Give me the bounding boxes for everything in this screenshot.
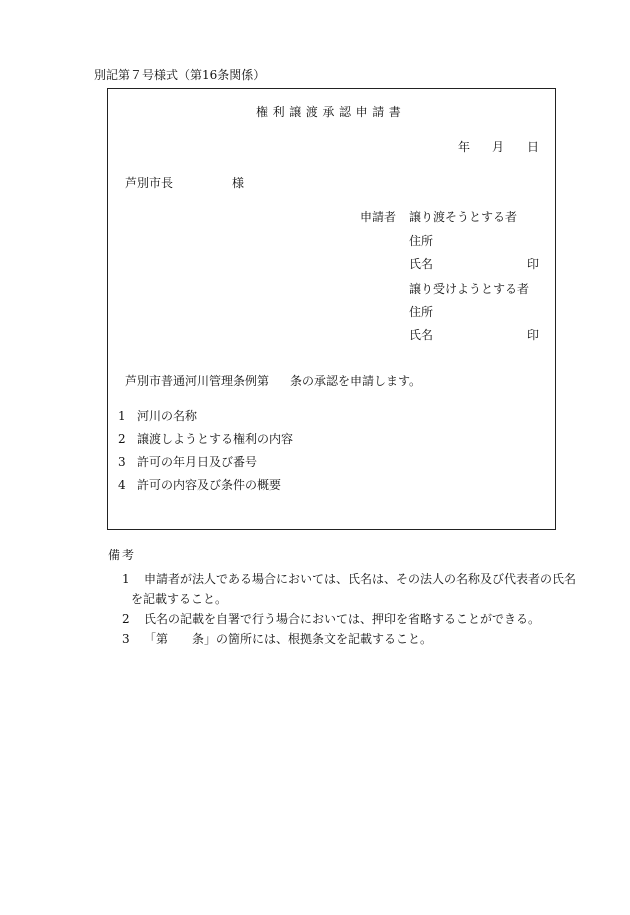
item-number: 4 [118,478,126,492]
transferor-heading: 譲り渡そうとする者 [409,210,518,224]
transferee-heading: 譲り受けようとする者 [409,282,530,296]
item-number: 2 [118,432,126,446]
note-number: 3 [122,632,130,646]
note-number: 2 [122,612,130,626]
date-year: 年 [458,140,471,154]
item-text: 許可の年月日及び番号 [137,455,258,469]
item-number: 1 [118,409,126,423]
note-text: 「第 条」の箇所には、根拠条文を記載すること。 [144,632,433,646]
form-number-label: 別記第７号様式（第16条関係） [94,68,266,82]
form-title: 権利譲渡承認申請書 [256,105,406,119]
note-text: 申請者が法人である場合においては、氏名は、その法人の名称及び代表者の氏名 [144,572,577,586]
item-text: 河川の名称 [137,409,198,423]
item-text: 譲渡しようとする権利の内容 [137,432,294,446]
date-month: 月 [492,140,505,154]
transferor-address-label: 住所 [409,234,434,248]
transferor-name-label: 氏名 [409,257,434,271]
notes-title: 備考 [108,548,137,562]
statement-before: 芦別市普通河川管理条例第 [125,374,270,388]
item-text: 許可の内容及び条件の概要 [137,478,282,492]
addressee-honorific: 様 [232,176,245,190]
statement-after: 条の承認を申請します。 [290,374,422,388]
note-number: 1 [122,572,130,586]
note-text: 氏名の記載を自署で行う場合においては、押印を省略することができる。 [144,612,541,626]
transferor-seal-mark: 印 [527,257,540,271]
transferee-address-label: 住所 [409,305,434,319]
applicant-label: 申請者 [360,210,397,224]
transferee-name-label: 氏名 [409,328,434,342]
date-day: 日 [527,140,540,154]
addressee-name: 芦別市長 [125,176,174,190]
transferee-seal-mark: 印 [527,328,540,342]
item-number: 3 [118,455,126,469]
note-text-continuation: を記載すること。 [131,592,228,606]
